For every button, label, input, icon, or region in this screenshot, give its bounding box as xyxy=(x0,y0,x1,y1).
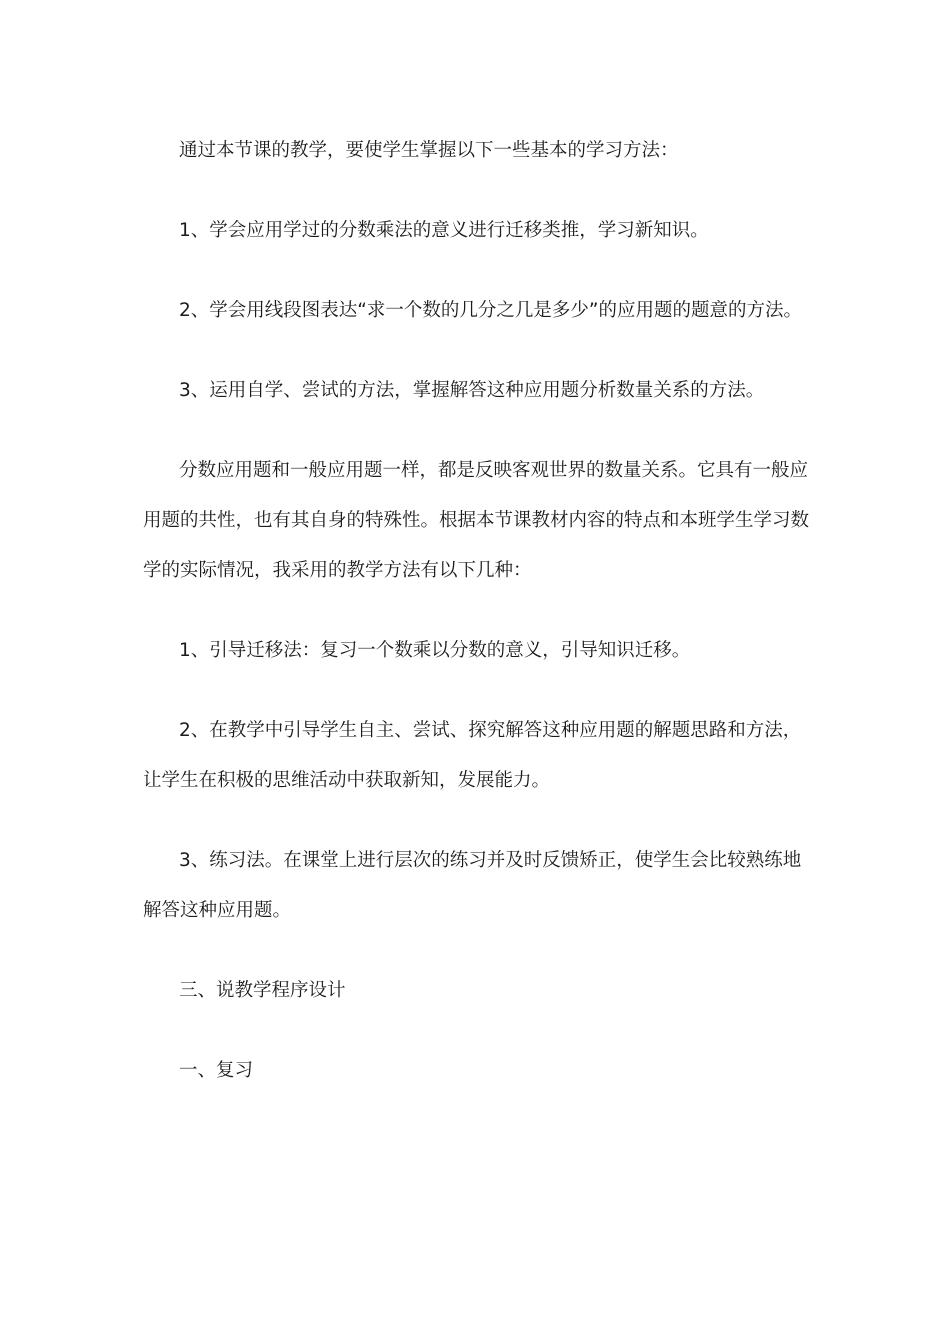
teaching-method-item-2: 2、在教学中引导学生自主、尝试、探究解答这种应用题的解题思路和方法，让学生在积极的思维活动中获取新知，发展能力。 xyxy=(143,720,802,791)
teaching-method-item-3: 3、练习法。在课堂上进行层次的练习并及时反馈矫正，使学生会比较熟练地解答这种应用题。 xyxy=(143,850,802,921)
section-heading: 三、说教学程序设计 xyxy=(179,980,346,1001)
method-item-1: 1、学会应用学过的分数乘法的意义进行迁移类推，学习新知识。 xyxy=(179,220,709,241)
document-body xyxy=(143,126,809,1096)
teaching-method-paragraph: 分数应用题和一般应用题一样，都是反映客观世界的数量关系。它具有一般应用题的共性，也有其自身的特殊性。根据本节课教材内容的特点和本班学生学习数学的实际情况，我采用的教学方法有以下几种： xyxy=(143,460,810,581)
teaching-method-item-1: 1、引导迁移法：复习一个数乘以分数的意义，引导知识迁移。 xyxy=(179,640,691,661)
method-item-2: 2、学会用线段图表达“求一个数的几分之几是多少”的应用题的题意的方法。 xyxy=(179,300,802,321)
subsection-heading: 一、复习 xyxy=(179,1060,254,1081)
intro-paragraph: 通过本节课的教学，要使学生掌握以下一些基本的学习方法： xyxy=(179,140,679,161)
method-item-3: 3、运用自学、尝试的方法，掌握解答这种应用题分析数量关系的方法。 xyxy=(179,380,765,401)
